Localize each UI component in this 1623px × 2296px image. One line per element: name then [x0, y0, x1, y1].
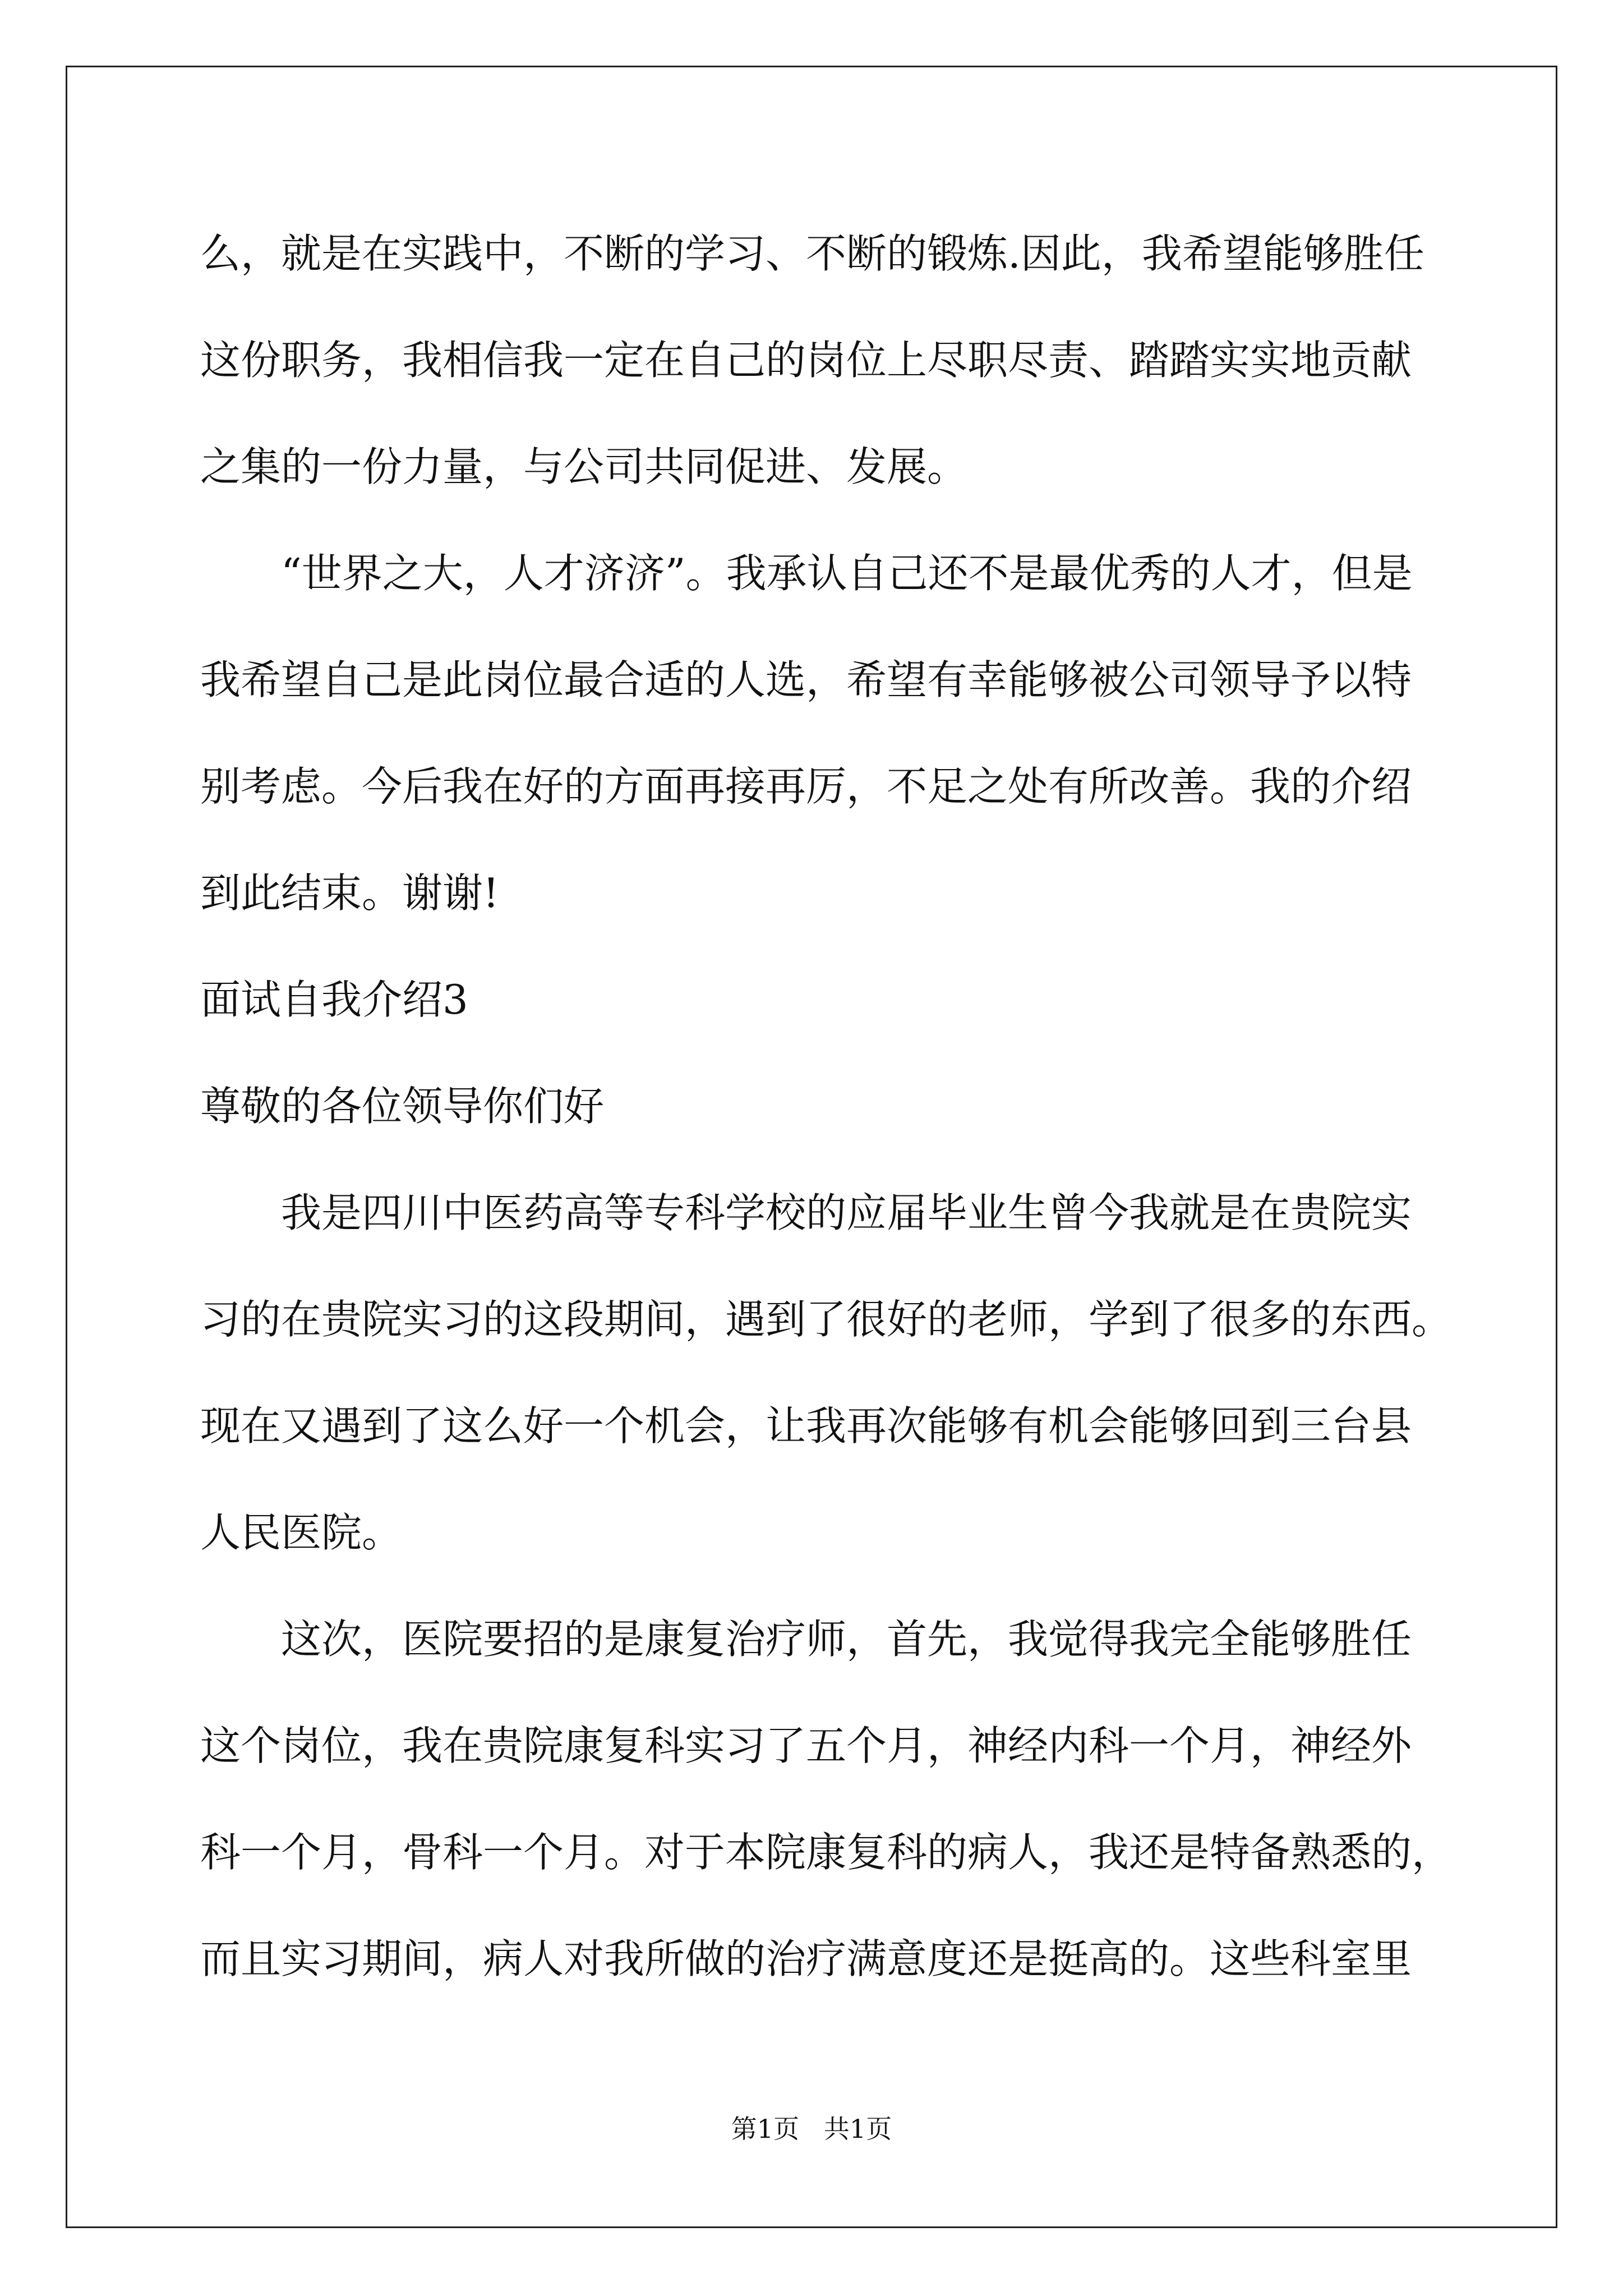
text-line: 人民医院。	[200, 1509, 403, 1556]
text-line: 这个岗位，我在贵院康复科实习了五个月，神经内科一个月，神经外	[200, 1722, 1412, 1769]
text-line: 这次，医院要招的是康复治疗师，首先，我觉得我完全能够胜任	[200, 1616, 1412, 1663]
text-line: 我希望自己是此岗位最合适的人选，希望有幸能够被公司领导予以特	[200, 656, 1412, 703]
text-line: 这份职务，我相信我一定在自己的岗位上尽职尽责、踏踏实实地贡献	[200, 337, 1412, 384]
text-line: 科一个月，骨科一个月。对于本院康复科的病人，我还是特备熟悉的，	[200, 1829, 1453, 1876]
salutation: 尊敬的各位领导你们好	[200, 1083, 605, 1130]
page-border	[66, 66, 1557, 2228]
text-line: 到此结束。谢谢!	[200, 869, 499, 917]
text-line: 之集的一份力量，与公司共同促进、发展。	[200, 443, 968, 490]
text-line: 而且实习期间，病人对我所做的治疗满意度还是挺高的。这些科室里	[200, 1935, 1412, 1982]
text-line: 习的在贵院实习的这段期间，遇到了很好的老师，学到了很多的东西。	[200, 1296, 1453, 1343]
text-line: 么，就是在实践中，不断的学习、不断的锻炼.因此，我希望能够胜任	[200, 230, 1424, 277]
text-line: “世界之大，人才济济”。我承认自己还不是最优秀的人才，但是	[200, 550, 1413, 597]
text-line: 我是四川中医药高等专科学校的应届毕业生曾今我就是在贵院实	[200, 1189, 1412, 1236]
page-footer: 第1页 共1页	[731, 2114, 892, 2144]
text-line: 别考虑。今后我在好的方面再接再厉，不足之处有所改善。我的介绍	[200, 763, 1412, 810]
text-line: 现在又遇到了这么好一个机会，让我再次能够有机会能够回到三台县	[200, 1402, 1412, 1450]
section-heading: 面试自我介绍3	[200, 976, 468, 1023]
